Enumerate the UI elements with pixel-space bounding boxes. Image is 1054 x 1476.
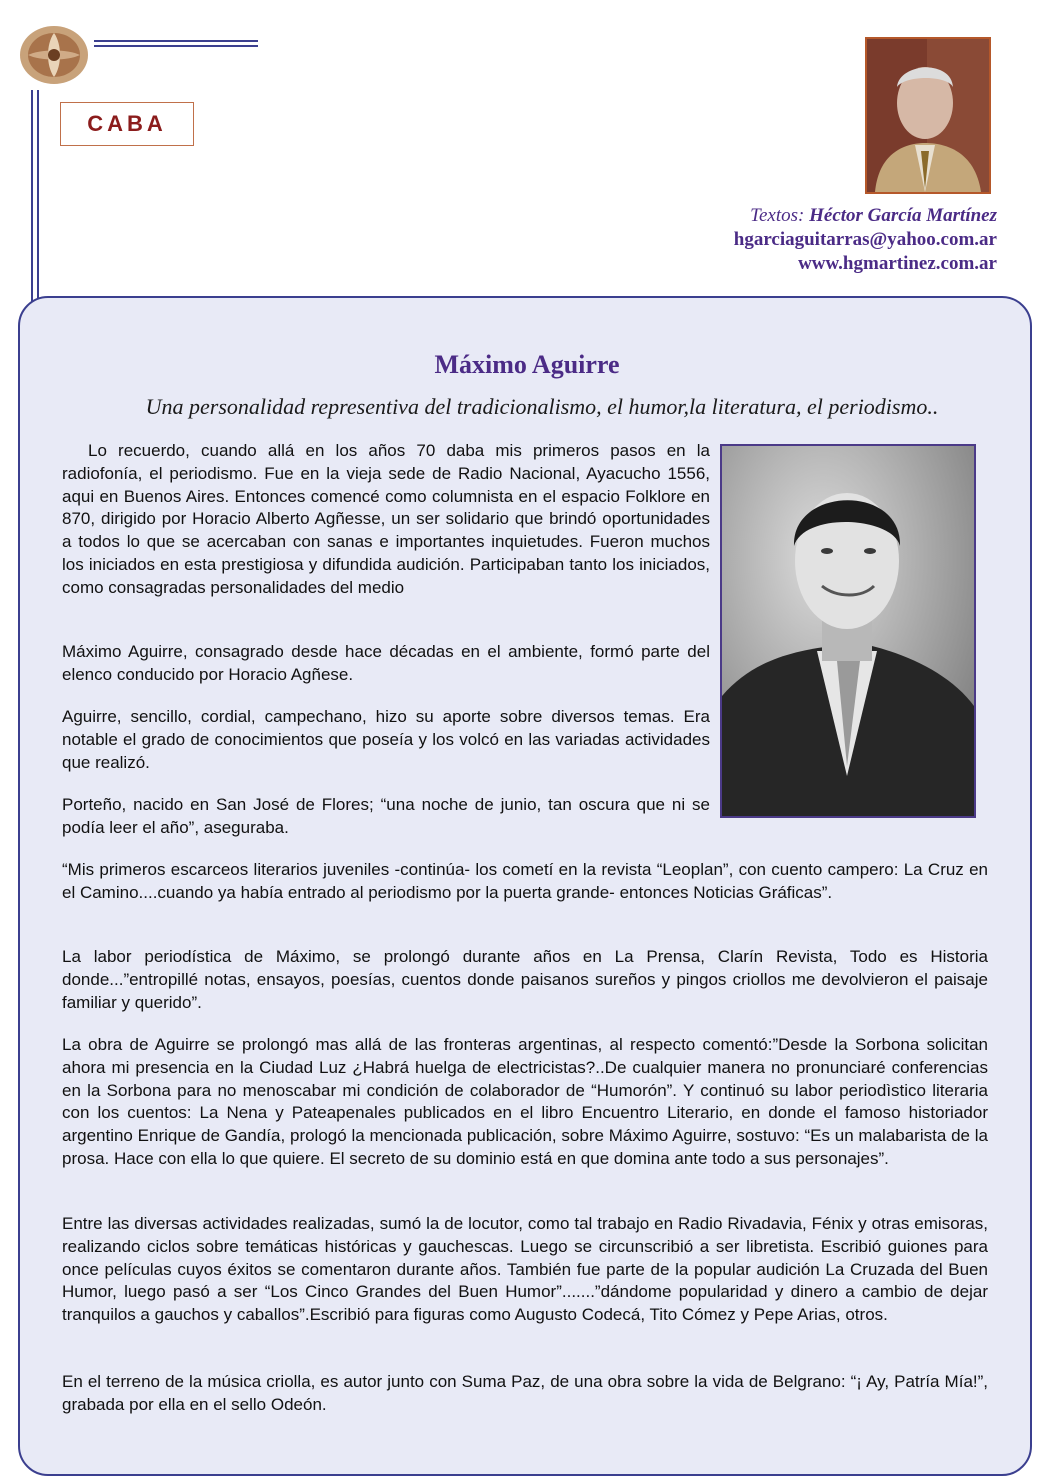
author-name: Héctor García Martínez bbox=[809, 205, 997, 226]
paragraph-2: Máximo Aguirre, consagrado desde hace décadas en el ambiente, formó parte del elenco conducido por Horacio Agñese. bbox=[62, 642, 710, 684]
paragraph-6: La labor periodística de Máximo, se prolongó durante años en La Prensa, Clarín Revista, Todo es Historia donde...”entropillé notas, ensayos, poesías, cuentos donde paisanos sureños y pingos criollos me devolvieron el paisaje familiar y querido”. bbox=[62, 947, 988, 1012]
paragraph-4: Porteño, nacido en San José de Flores; “una noche de junio, tan oscura que ni se podía leer el año”, aseguraba. bbox=[62, 795, 710, 837]
header-rule-top bbox=[94, 40, 258, 42]
author-email-link[interactable]: hgarciaguitarras@yahoo.com.ar bbox=[733, 229, 997, 250]
author-credits bbox=[734, 204, 997, 276]
margin-rule-outer bbox=[31, 90, 33, 304]
article-subtitle: Una personalidad representiva del tradicionalismo, el humor,la literatura, el periodismo.. bbox=[145, 394, 939, 419]
paragraph-5: “Mis primeros escarceos literarios juveniles -continúa- los cometí en la revista “Leoplan”, con cuento campero: La Cruz en el Camino....cuando ya había entrado al periodismo por la puerta grande- entonces Noticias Gráficas”. bbox=[62, 860, 988, 902]
author-photo bbox=[865, 37, 991, 194]
maximo-aguirre-portrait bbox=[720, 444, 976, 818]
ornament-logo bbox=[18, 24, 90, 86]
section-label: CABA bbox=[60, 102, 194, 146]
paragraph-7: La obra de Aguirre se prolongó mas allá de las fronteras argentinas, al respecto comentó:”Desde la Sorbona solicitan ahora mi presencia en la Ciudad Luz ¿Habrá huelga de electricistas?..De cualquier manera no pronunciaré conferencias en la Sorbona para no menoscabar mi condición de colaborador de “Humorón”. Y continuó su labor periodìstico literaria con los cuentos: La Nena y Pateapenales publicados en el libro Encuentro Literario, en donde el famoso historiador argentino Enrique de Gandía, prologó la mencionada publicación, sobre Máximo Aguirre, sostuvo: “Es un malabarista de la prosa. Hace con ella lo que quiere. El secreto de su dominio está en que domina ante todo a sus personajes”. bbox=[62, 1035, 988, 1168]
paragraph-8: Entre las diversas actividades realizadas, sumó la de locutor, como tal trabajo en Radio Rivadavia, Fénix y otras emisoras, realizando ciclos sobre temáticas históricas y gauchescas. Luego se circunscribió a ser libretista. Escribió guiones para once películas cuyos éxitos se comentaron durante años. También fue parte de la popular audición La Cruzada del Buen Humor, luego pasó a ser “Los Cinco Grandes del Buen Humor”.......”dándome popularidad y dinero a cambio de dejar tranquilos a gauchos y caballos”.Escribió para figuras como Augusto Codecá, Tito Cómez y Pepe Arias, otros. bbox=[62, 1214, 988, 1325]
paragraph-3: Aguirre, sencillo, cordial, campechano, hizo su aporte sobre diversos temas. Era notable el grado de conocimientos que poseía y los volcó en las variadas actividades que realizó. bbox=[62, 707, 710, 772]
article-title: Máximo Aguirre bbox=[434, 350, 620, 379]
paragraph-9: En el terreno de la música criolla, es autor junto con Suma Paz, de una obra sobre la vida de Belgrano: “¡ Ay, Patría Mía!”, grabada por ella en el sello Odeón. bbox=[62, 1372, 988, 1414]
margin-rule-inner bbox=[37, 90, 39, 300]
credit-prefix: Textos: bbox=[750, 205, 805, 226]
author-website-link[interactable]: www.hgmartinez.com.ar bbox=[798, 253, 997, 274]
credit-line bbox=[734, 204, 997, 228]
paragraph-1: Lo recuerdo, cuando allá en los años 70 daba mis primeros pasos en la radiofonía, el periodismo. Fue en la vieja sede de Radio Nacional, Ayacucho 1556, aqui en Buenos Aires. Entonces comencé como columnista en el espacio Folklore en 870, dirigido por Horacio Alberto Agñesse, un ser solidario que brindó oportunidades a todos lo que se acercaban con sanas e importantes inquietudes. Fueron muchos los iniciados en esta prestigiosa y difundida audición. Participaban tanto los iniciados, como consagradas personalidades del medio bbox=[62, 441, 710, 597]
header-rule-bottom bbox=[94, 45, 258, 47]
